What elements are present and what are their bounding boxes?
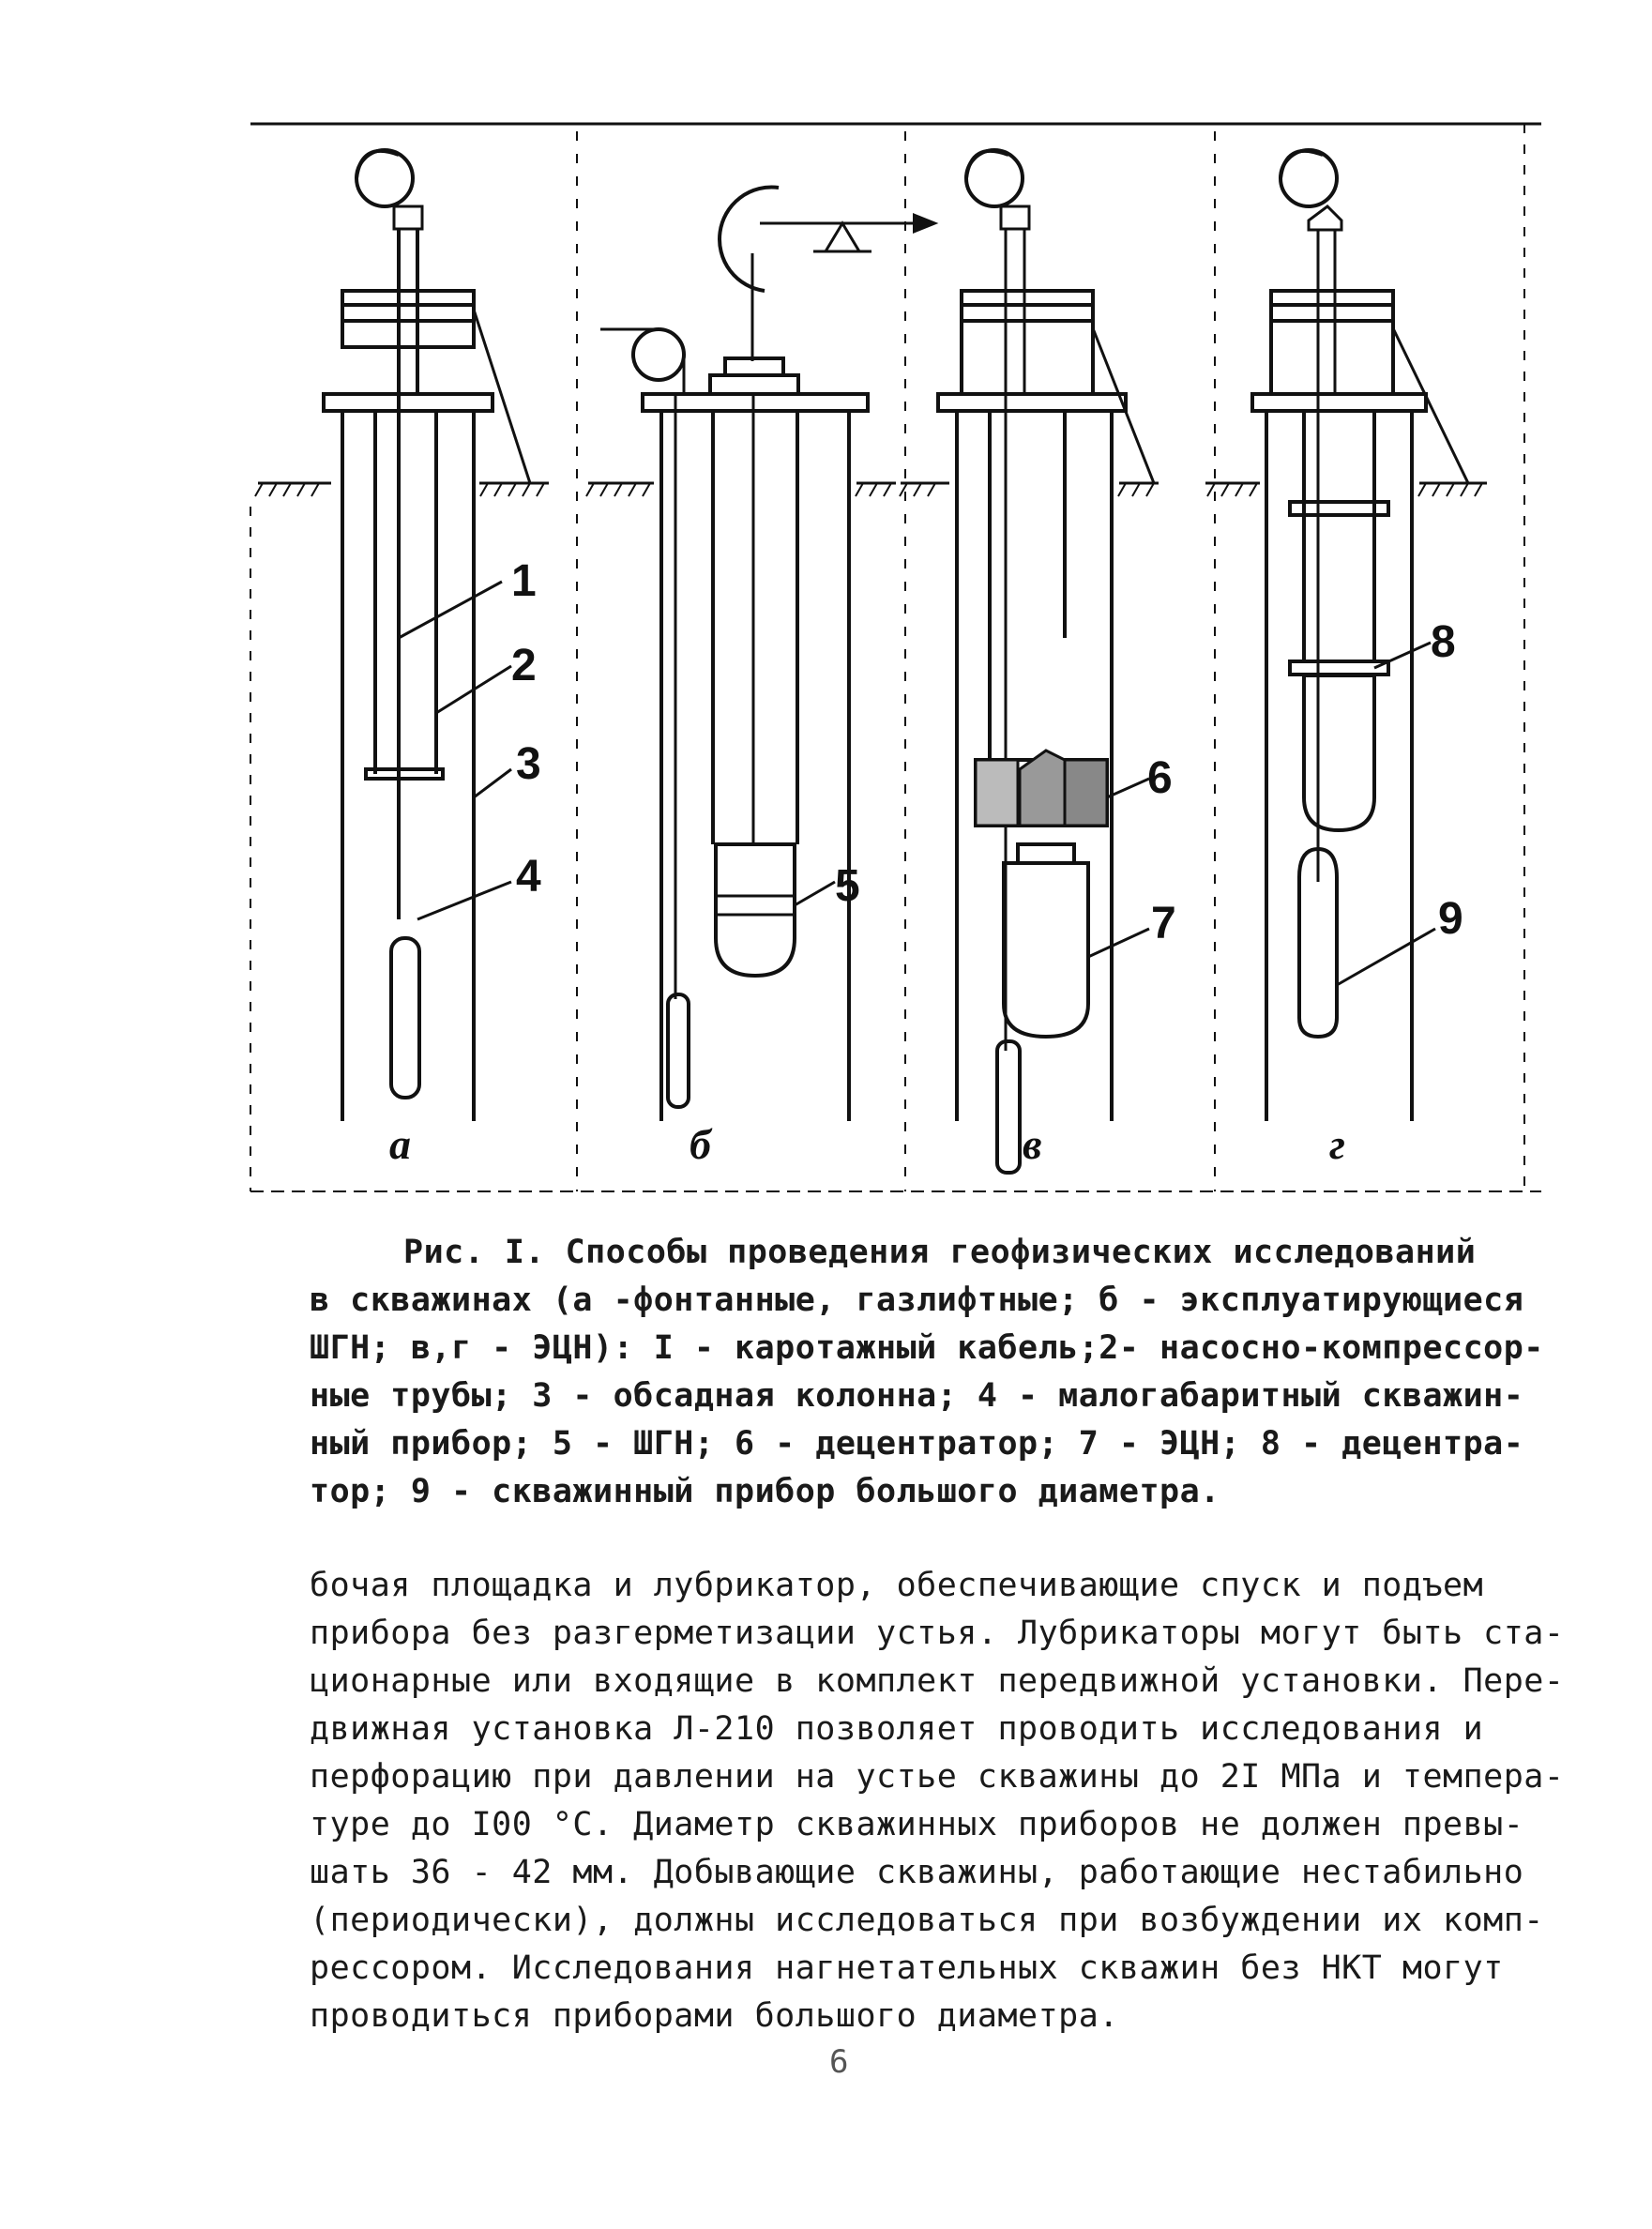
caption-line: ные трубы; 3 - обсадная колонна; 4 - малогабаритный скважин- bbox=[310, 1377, 1524, 1415]
panel-label-a: а bbox=[389, 1120, 411, 1168]
callout-7: 7 bbox=[1151, 899, 1176, 948]
page-number: 6 bbox=[829, 2043, 849, 2081]
caption-line: Рис. I. Способы проведения геофизических исследований bbox=[403, 1234, 1477, 1271]
body-line: перфорацию при давлении на устье скважины до 2I МПа и темпера- bbox=[310, 1758, 1565, 1796]
body-line: (периодически), должны исследоваться при возбуждении их комп- bbox=[310, 1902, 1544, 1939]
caption-line: ШГН; в,г - ЭЦН): I - каротажный кабель;2- насосно-компрессор- bbox=[310, 1329, 1544, 1367]
panel-label-b: б bbox=[690, 1120, 711, 1168]
body-line: бочая площадка и лубрикатор, обеспечивающие спуск и подъем bbox=[310, 1567, 1484, 1604]
caption-line: ный прибор; 5 - ШГН; 6 - децентратор; 7 - ЭЦН; 8 - децентра- bbox=[310, 1425, 1524, 1463]
body-line: ционарные или входящие в комплект передвижной установки. Пере- bbox=[310, 1662, 1565, 1700]
body-line: проводиться приборами большого диаметра. bbox=[310, 1997, 1119, 2035]
caption-line: в скважинах (а -фонтанные, газлифтные; б - эксплуатирующиеся bbox=[310, 1281, 1524, 1319]
body-line: шать 36 - 42 мм. Добывающие скважины, работающие нестабильно bbox=[310, 1854, 1524, 1891]
body-paragraph bbox=[310, 1562, 1565, 2040]
panel-label-g: г bbox=[1329, 1120, 1345, 1168]
body-line: туре до I00 °C. Диаметр скважинных приборов не должен превы- bbox=[310, 1806, 1524, 1843]
callout-3: 3 bbox=[516, 739, 541, 789]
caption-line: тор; 9 - скважинный прибор большого диаметра. bbox=[310, 1473, 1220, 1510]
panel-label-v: в bbox=[1023, 1120, 1042, 1168]
panel-a-diagram bbox=[255, 150, 549, 1121]
callout-1: 1 bbox=[511, 556, 537, 606]
callout-8: 8 bbox=[1431, 617, 1456, 667]
callout-2: 2 bbox=[511, 641, 537, 690]
panel-v-diagram bbox=[900, 150, 1159, 1173]
figure-well-survey-methods bbox=[239, 113, 1553, 1220]
callout-9: 9 bbox=[1438, 894, 1463, 944]
callout-5: 5 bbox=[835, 861, 860, 911]
body-line: рессором. Исследования нагнетательных скважин без НКТ могут bbox=[310, 1949, 1504, 1987]
body-line: движная установка Л-210 позволяет проводить исследования и bbox=[310, 1710, 1484, 1748]
callout-4: 4 bbox=[516, 852, 541, 902]
figure-caption bbox=[310, 1229, 1544, 1516]
panel-b-diagram bbox=[586, 187, 933, 1121]
body-line: прибора без разгерметизации устья. Лубрикаторы могут быть ста- bbox=[310, 1615, 1565, 1652]
callout-6: 6 bbox=[1147, 753, 1173, 803]
